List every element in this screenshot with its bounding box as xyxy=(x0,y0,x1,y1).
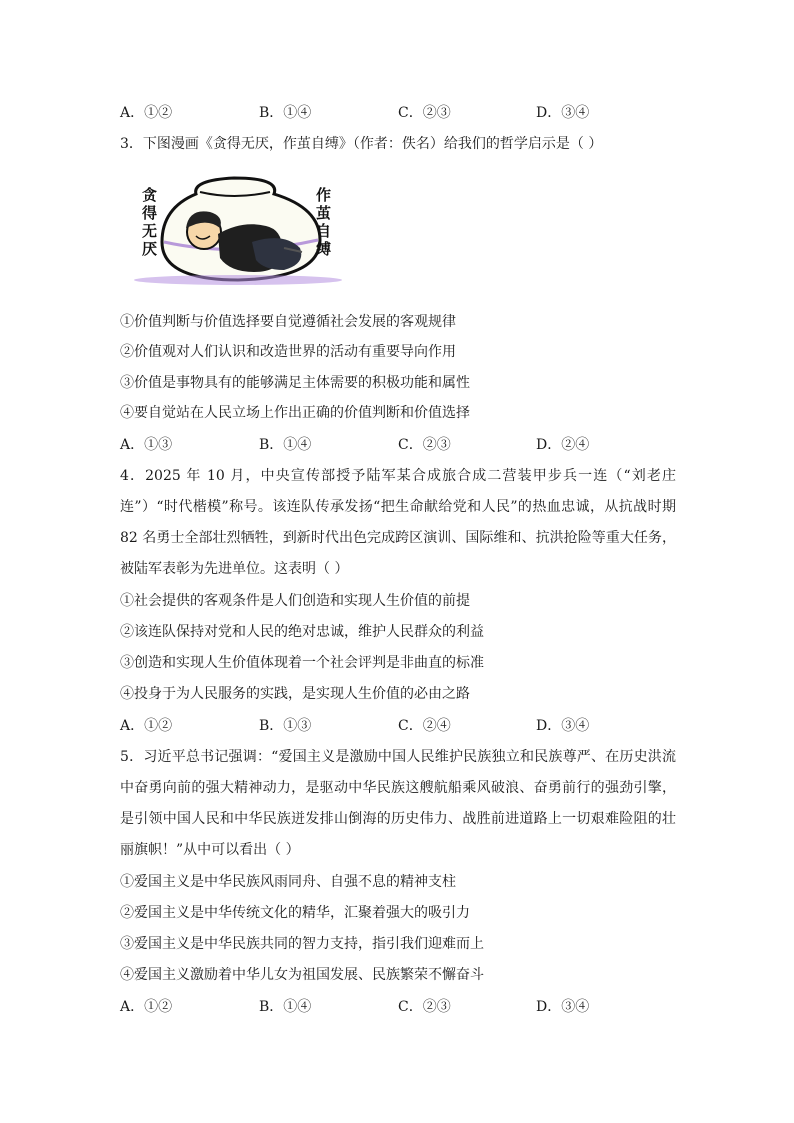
q4-option-d: D．③④ xyxy=(536,718,590,734)
q3-item-4: ④要自觉站在人民立场上作出正确的价值判断和价值选择 xyxy=(120,405,470,421)
q5-options xyxy=(120,997,680,1017)
q3-option-b: B．①④ xyxy=(259,437,312,453)
q4-item-4: ④投身于为人民服务的实践，是实现人生价值的必由之路 xyxy=(120,686,470,702)
q2-option-c: C．②③ xyxy=(398,105,451,121)
q4-stem: 4．2025 年 10 月，中央宣传部授予陆军某合成旅合成二营装甲步兵一连（“刘老庄连”）“时代楷模”称号。该连队传承发扬“把生命献给党和人民”的热血忠诚，从抗战时期 82 名勇士全部壮烈牺牲，到新时代出色完成跨区演训、国际维和、抗洪抢险等重大任务， 被陆军表彰为先进单位。这表明（ ） xyxy=(120,468,676,577)
q3-item-1: ①价值判断与价值选择要自觉遵循社会发展的客观规律 xyxy=(120,314,456,330)
q3-item-2: ②价值观对人们认识和改造世界的活动有重要导向作用 xyxy=(120,344,456,360)
q4-item-2: ②该连队保持对党和人民的绝对忠诚，维护人民群众的利益 xyxy=(120,624,484,640)
q4-option-b: B．①③ xyxy=(259,718,312,734)
q3-option-a: A．①③ xyxy=(120,437,173,453)
q5-option-c: C．②③ xyxy=(398,999,451,1015)
cartoon-right-char-3: 自 xyxy=(316,222,332,240)
q3-option-c: C．②③ xyxy=(398,437,451,453)
q2-option-a: A．①② xyxy=(120,105,173,121)
q5-option-d: D．③④ xyxy=(536,999,590,1015)
cartoon-left-char-4: 厌 xyxy=(142,240,158,258)
q5-stem: 5．习近平总书记强调：“爱国主义是激励中国人民维护民族独立和民族尊严、在历史洪流中奋勇向前的强大精神动力，是驱动中华民族这艘航船乘风破浪、奋勇前行的强劲引擎， 是引领中国人民和中华民族迸发排山倒海的历史伟力、战胜前进道路上一切艰难险阻的壮丽旗帜！”从中可以看出（ ） xyxy=(120,749,676,858)
q5-item-3: ③爱国主义是中华民族共同的智力支持，指引我们迎难而上 xyxy=(120,936,484,952)
cartoon-right-char-4: 缚 xyxy=(316,240,332,258)
cartoon-image xyxy=(134,172,344,287)
q4-item-1: ①社会提供的客观条件是人们创造和实现人生价值的前提 xyxy=(120,593,470,609)
q2-options xyxy=(120,103,680,123)
q5-item-2: ②爱国主义是中华传统文化的精华，汇聚着强大的吸引力 xyxy=(120,905,470,921)
q3-option-d: D．②④ xyxy=(536,437,590,453)
cartoon-left-char-1: 贪 xyxy=(142,186,158,204)
q5-option-b: B．①④ xyxy=(259,999,312,1015)
cartoon-left-char-2: 得 xyxy=(142,204,158,222)
cartoon-right-char-2: 茧 xyxy=(316,204,332,222)
q4-options xyxy=(120,716,680,736)
cartoon-right-char-1: 作 xyxy=(316,186,332,204)
q5-option-a: A．①② xyxy=(120,999,173,1015)
q5-item-4: ④爱国主义激励着中华儿女为祖国发展、民族繁荣不懈奋斗 xyxy=(120,967,484,983)
q3-stem: 3．下图漫画《贪得无厌，作茧自缚》（作者：佚名）给我们的哲学启示是（ ） xyxy=(120,136,603,152)
q2-option-b: B．①④ xyxy=(259,105,312,121)
q3-options xyxy=(120,435,680,455)
q4-option-c: C．②④ xyxy=(398,718,451,734)
q4-option-a: A．①② xyxy=(120,718,173,734)
q3-item-3: ③价值是事物具有的能够满足主体需要的积极功能和属性 xyxy=(120,375,470,391)
cartoon-left-char-3: 无 xyxy=(142,222,158,240)
q4-item-3: ③创造和实现人生价值体现着一个社会评判是非曲直的标准 xyxy=(120,655,484,671)
q5-item-1: ①爱国主义是中华民族风雨同舟、自强不息的精神支柱 xyxy=(120,874,456,890)
q2-option-d: D．③④ xyxy=(536,105,590,121)
